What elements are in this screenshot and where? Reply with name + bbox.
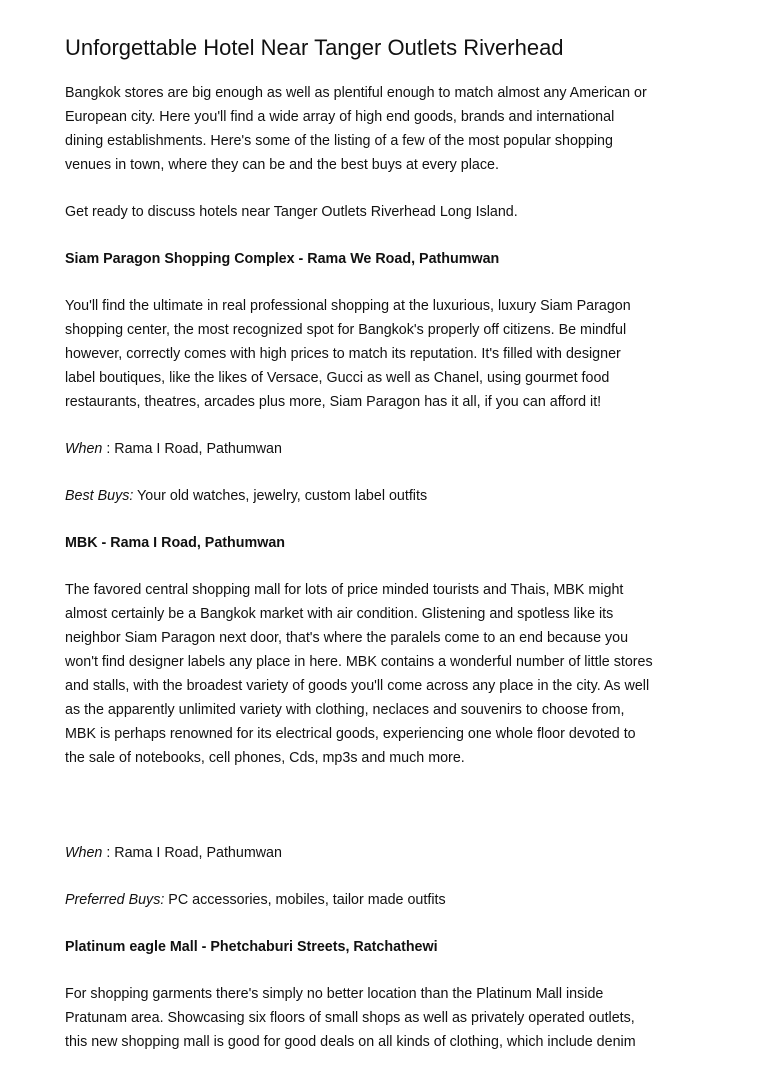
paragraph-line: You'll find the ultimate in real professional shopping at the luxurious, luxury Siam Paragon: [65, 298, 631, 314]
document-page: [65, 34, 725, 1054]
paragraph-line: almost certainly be a Bangkok market with air condition. Glistening and spotless like its: [65, 606, 614, 622]
when-line-siam-paragon: [65, 437, 725, 461]
intro-line: dining establishments. Here's some of the listing of a few of the most popular shopping: [65, 133, 613, 149]
intro-line: European city. Here you'll find a wide array of high end goods, brands and international: [65, 109, 615, 125]
when-value: : Rama I Road, Pathumwan: [102, 845, 282, 861]
paragraph-line: Pratunam area. Showcasing six floors of small shops as well as privately operated outlets,: [65, 1010, 635, 1026]
buys-value: PC accessories, mobiles, tailor made outfits: [164, 892, 446, 908]
paragraph-line: the sale of notebooks, cell phones, Cds, mp3s and much more.: [65, 750, 465, 766]
section-heading-siam-paragon: Siam Paragon Shopping Complex - Rama We Road, Pathumwan: [65, 251, 500, 267]
paragraph-line: restaurants, theatres, arcades plus more, Siam Paragon has it all, if you can afford it!: [65, 394, 602, 410]
paragraph-line: neighbor Siam Paragon next door, that's where the paralels come to an end because you: [65, 630, 629, 646]
paragraph-line: For shopping garments there's simply no better location than the Platinum Mall inside: [65, 986, 604, 1002]
paragraph-line: won't find designer labels any place in here. MBK contains a wonderful number of little stores: [65, 654, 653, 670]
section-paragraph-mbk: [65, 578, 725, 770]
when-line-mbk: [65, 841, 725, 865]
section-paragraph-platinum-mall: [65, 982, 725, 1054]
section-paragraph-siam-paragon: [65, 294, 725, 414]
section-heading-mbk: MBK - Rama I Road, Pathumwan: [65, 535, 286, 551]
buys-label: Preferred Buys:: [65, 892, 165, 908]
when-value: : Rama I Road, Pathumwan: [102, 441, 282, 457]
paragraph-line: and stalls, with the broadest variety of goods you'll come across any place in the city. As well: [65, 678, 650, 694]
paragraph-line: however, correctly comes with high prices to match its reputation. It's filled with designer: [65, 346, 621, 362]
buys-line-siam-paragon: [65, 484, 725, 508]
when-label: When: [65, 441, 103, 457]
buys-line-mbk: [65, 888, 725, 912]
intro-second-paragraph: Get ready to discuss hotels near Tanger Outlets Riverhead Long Island.: [65, 204, 518, 220]
paragraph-line: label boutiques, like the likes of Versace, Gucci as well as Chanel, using gourmet food: [65, 370, 610, 386]
intro-line: Bangkok stores are big enough as well as plentiful enough to match almost any American or: [65, 85, 647, 101]
paragraph-line: this new shopping mall is good for good deals on all kinds of clothing, which include denim: [65, 1034, 636, 1050]
paragraph-line: as the apparently unlimited variety with clothing, neclaces and souvenirs to choose from,: [65, 702, 625, 718]
intro-line: venues in town, where they can be and the best buys at every place.: [65, 157, 499, 173]
buys-value: Your old watches, jewelry, custom label outfits: [133, 488, 428, 504]
paragraph-line: The favored central shopping mall for lots of price minded tourists and Thais, MBK might: [65, 582, 624, 598]
section-heading-platinum-mall: Platinum eagle Mall - Phetchaburi Streets, Ratchathewi: [65, 939, 438, 955]
paragraph-line: shopping center, the most recognized spot for Bangkok's properly off citizens. Be mindful: [65, 322, 627, 338]
buys-label: Best Buys:: [65, 488, 134, 504]
intro-paragraph: [65, 81, 725, 177]
when-label: When: [65, 845, 103, 861]
paragraph-line: MBK is perhaps renowned for its electrical goods, experiencing one whole floor devoted to: [65, 726, 636, 742]
page-title: Unforgettable Hotel Near Tanger Outlets Riverhead: [65, 35, 564, 60]
